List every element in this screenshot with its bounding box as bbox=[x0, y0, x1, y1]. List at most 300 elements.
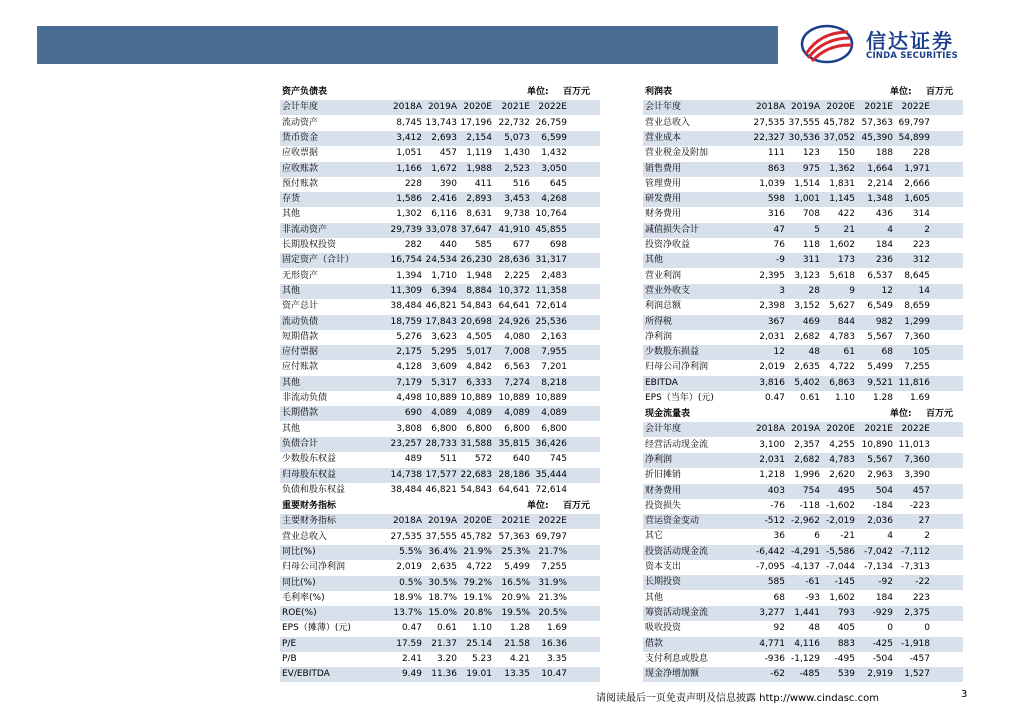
table-cell: 2,919 bbox=[867, 669, 893, 680]
table-row bbox=[280, 576, 600, 591]
table-cell: 539 bbox=[837, 669, 855, 680]
row-label: EV/EBITDA bbox=[282, 669, 330, 680]
column-header-year: 2022E bbox=[538, 516, 567, 527]
table-cell: -5,586 bbox=[825, 546, 855, 557]
table-cell: -118 bbox=[799, 500, 820, 511]
table-cell: 4,783 bbox=[829, 454, 855, 465]
table-cell: 27,535 bbox=[753, 117, 785, 128]
table-row bbox=[280, 238, 600, 253]
table-cell: -1,602 bbox=[825, 500, 855, 511]
table-cell: 45,782 bbox=[823, 117, 855, 128]
table-cell: 7,274 bbox=[504, 377, 530, 388]
table-cell: 1,166 bbox=[396, 163, 422, 174]
key-indicators-title: 重要财务指标 bbox=[282, 501, 337, 511]
cash-flow-unit-label: 单位: bbox=[890, 409, 912, 419]
table-cell: 316 bbox=[767, 209, 785, 220]
row-label: EPS（摊薄）(元) bbox=[282, 623, 351, 634]
table-cell: 1,831 bbox=[829, 178, 855, 189]
table-cell: 150 bbox=[837, 148, 855, 159]
table-cell: 1.28 bbox=[509, 623, 530, 634]
table-cell: 10,889 bbox=[498, 393, 530, 403]
row-label: 资本支出 bbox=[645, 562, 682, 572]
table-cell: 708 bbox=[802, 209, 820, 220]
table-cell: 883 bbox=[837, 638, 855, 649]
table-cell: 37,647 bbox=[460, 224, 492, 235]
column-header-year: 2021E bbox=[864, 102, 893, 113]
table-cell: 184 bbox=[875, 592, 893, 603]
table-cell: 367 bbox=[767, 316, 785, 327]
table-cell: 1,710 bbox=[431, 270, 457, 281]
table-cell: 64,641 bbox=[498, 484, 530, 495]
table-cell: -6,442 bbox=[755, 546, 785, 557]
table-cell: 511 bbox=[439, 454, 457, 465]
table-row bbox=[280, 360, 600, 375]
table-row bbox=[280, 391, 600, 406]
table-cell: 69,797 bbox=[535, 531, 567, 542]
table-cell: 2,523 bbox=[504, 163, 530, 174]
table-cell: 5,499 bbox=[867, 362, 893, 373]
table-row bbox=[280, 606, 600, 621]
table-cell: 5,627 bbox=[829, 301, 855, 312]
row-label: 无形资产 bbox=[282, 270, 319, 281]
table-cell: -425 bbox=[872, 638, 893, 649]
table-row bbox=[643, 253, 963, 268]
table-cell: 13,743 bbox=[425, 117, 457, 128]
table-cell: 2,019 bbox=[396, 562, 422, 573]
table-row bbox=[643, 376, 963, 391]
table-cell: 2,666 bbox=[904, 178, 930, 189]
table-cell: 0.47 bbox=[401, 623, 422, 634]
logo-chinese-text: 信达证券 bbox=[866, 29, 954, 53]
table-cell: 36 bbox=[773, 531, 785, 542]
table-row bbox=[280, 545, 600, 560]
table-cell: 31.9% bbox=[538, 577, 567, 588]
row-label: 现金净增加额 bbox=[645, 669, 700, 680]
table-cell: 79.2% bbox=[463, 577, 492, 588]
row-label: 毛利率(%) bbox=[282, 592, 325, 603]
table-cell: 92 bbox=[773, 623, 785, 634]
row-label: 资产总计 bbox=[282, 301, 319, 312]
table-row bbox=[643, 391, 963, 406]
table-cell: 61 bbox=[843, 347, 855, 358]
table-cell: -457 bbox=[909, 653, 930, 664]
table-cell: 0.61 bbox=[436, 623, 457, 634]
table-cell: 6 bbox=[814, 531, 820, 542]
column-header-label: 主要财务指标 bbox=[282, 516, 337, 527]
table-cell: 1.69 bbox=[909, 393, 930, 403]
header-banner bbox=[37, 26, 778, 64]
table-cell: 57,363 bbox=[498, 531, 530, 542]
table-cell: 5,618 bbox=[829, 270, 855, 281]
table-cell: 2,214 bbox=[867, 178, 893, 189]
table-cell: 2,682 bbox=[794, 454, 820, 465]
table-cell: 3,808 bbox=[396, 423, 422, 434]
row-label: P/B bbox=[282, 654, 297, 664]
table-row bbox=[280, 637, 600, 652]
table-row bbox=[643, 269, 963, 284]
table-cell: 23,257 bbox=[390, 438, 422, 449]
table-row bbox=[643, 116, 963, 131]
table-cell: 13.7% bbox=[393, 608, 422, 619]
table-cell: 3,152 bbox=[794, 301, 820, 312]
table-cell: 12 bbox=[773, 347, 785, 358]
table-cell: 24,534 bbox=[425, 255, 457, 266]
table-cell: -485 bbox=[799, 669, 820, 680]
table-row bbox=[280, 116, 600, 131]
table-cell: 6,563 bbox=[504, 362, 530, 373]
table-cell: 4,116 bbox=[794, 638, 820, 649]
table-cell: 3,123 bbox=[794, 270, 820, 281]
table-cell: 20.9% bbox=[501, 592, 530, 603]
table-cell: 1,348 bbox=[867, 194, 893, 205]
balance-sheet-title-row bbox=[280, 85, 600, 101]
table-cell: 7,955 bbox=[541, 347, 567, 358]
table-cell: 495 bbox=[837, 485, 855, 496]
table-row bbox=[643, 146, 963, 161]
table-cell: 5,499 bbox=[504, 562, 530, 573]
table-cell: -7,044 bbox=[825, 562, 855, 572]
table-cell: 598 bbox=[767, 194, 785, 205]
row-label: EPS（当年）(元) bbox=[645, 393, 714, 403]
table-cell: 1,218 bbox=[759, 470, 785, 481]
table-cell: 585 bbox=[474, 240, 492, 250]
table-cell: 1,001 bbox=[794, 194, 820, 205]
table-cell: 19.01 bbox=[466, 669, 492, 680]
table-cell: -7,134 bbox=[863, 562, 893, 572]
table-cell: 2,693 bbox=[431, 132, 457, 143]
table-cell: 3,609 bbox=[431, 362, 457, 373]
table-cell: 1,586 bbox=[396, 194, 422, 205]
table-row bbox=[280, 621, 600, 636]
table-cell: 1,672 bbox=[431, 163, 457, 174]
table-cell: 19.1% bbox=[463, 592, 492, 603]
column-header-year: 2019A bbox=[790, 424, 820, 435]
table-row bbox=[280, 192, 600, 207]
table-cell: 282 bbox=[404, 240, 422, 250]
table-row bbox=[643, 284, 963, 299]
table-cell: 793 bbox=[837, 607, 855, 618]
row-label: 折旧摊销 bbox=[645, 470, 682, 481]
table-cell: 72,614 bbox=[535, 301, 567, 312]
table-cell: 57,363 bbox=[861, 117, 893, 128]
table-cell: 2,483 bbox=[541, 270, 567, 281]
table-cell: 390 bbox=[439, 178, 457, 189]
table-cell: 8,745 bbox=[396, 117, 422, 128]
table-row bbox=[643, 667, 963, 682]
table-cell: -9 bbox=[776, 255, 785, 266]
table-cell: 37,052 bbox=[823, 132, 855, 143]
table-cell: 25,536 bbox=[535, 316, 567, 327]
table-cell: 7,255 bbox=[541, 562, 567, 573]
table-cell: 105 bbox=[912, 347, 930, 358]
table-cell: 690 bbox=[404, 408, 422, 419]
table-cell: 4,722 bbox=[829, 362, 855, 373]
table-cell: 33,078 bbox=[425, 224, 457, 235]
cinda-logo-icon bbox=[800, 24, 854, 64]
table-cell: 54,843 bbox=[460, 484, 492, 495]
table-cell: -7,112 bbox=[900, 546, 930, 557]
table-row bbox=[643, 575, 963, 590]
table-cell: 4,089 bbox=[541, 408, 567, 419]
table-row bbox=[643, 238, 963, 253]
footer-disclaimer: 请阅读最后一页免责声明及信息披露 http://www.cindasc.com bbox=[596, 693, 879, 704]
table-row bbox=[643, 177, 963, 192]
table-cell: 2,175 bbox=[396, 347, 422, 358]
table-cell: 4,498 bbox=[396, 393, 422, 403]
table-cell: 5,402 bbox=[794, 377, 820, 388]
table-row bbox=[280, 437, 600, 452]
row-label: 长期投资 bbox=[645, 577, 682, 588]
table-cell: 4,771 bbox=[759, 638, 785, 649]
row-label: 应付票据 bbox=[282, 347, 319, 358]
row-label: 财务费用 bbox=[645, 485, 682, 496]
row-label: 管理费用 bbox=[645, 178, 682, 189]
table-row bbox=[280, 299, 600, 314]
row-label: 预付账款 bbox=[282, 178, 319, 189]
table-cell: 0.61 bbox=[799, 393, 820, 403]
table-cell: 6,800 bbox=[504, 423, 530, 434]
row-label: 营业税金及附加 bbox=[645, 148, 709, 159]
table-cell: -61 bbox=[805, 577, 820, 588]
table-cell: 35,444 bbox=[535, 469, 567, 480]
table-cell: 7,201 bbox=[541, 362, 567, 373]
table-cell: -4,291 bbox=[790, 546, 820, 557]
income-statement-title: 利润表 bbox=[645, 87, 673, 97]
row-label: 其他 bbox=[282, 209, 301, 220]
table-cell: -7,313 bbox=[900, 562, 930, 572]
row-label: 其他 bbox=[282, 377, 301, 388]
table-cell: 184 bbox=[875, 240, 893, 250]
table-cell: 10,889 bbox=[425, 393, 457, 403]
table-cell: -223 bbox=[909, 500, 930, 511]
row-label: 筹资活动现金流 bbox=[645, 607, 709, 618]
table-row bbox=[643, 484, 963, 499]
row-label: ROE(%) bbox=[282, 608, 317, 619]
table-row bbox=[280, 652, 600, 667]
table-cell: 6,537 bbox=[867, 270, 893, 281]
table-cell: -936 bbox=[764, 653, 785, 664]
table-cell: 457 bbox=[912, 485, 930, 496]
row-label: 其它 bbox=[645, 531, 664, 542]
balance-sheet-title: 资产负债表 bbox=[282, 87, 328, 97]
table-cell: 6,116 bbox=[431, 209, 457, 220]
table-cell: 4,842 bbox=[466, 362, 492, 373]
table-cell: 30,536 bbox=[788, 132, 820, 143]
table-row bbox=[643, 162, 963, 177]
income-statement-unit-label: 单位: bbox=[890, 87, 912, 97]
row-label: 应收票据 bbox=[282, 148, 319, 159]
table-row bbox=[280, 345, 600, 360]
table-cell: 489 bbox=[404, 454, 422, 465]
table-cell: 47 bbox=[773, 224, 785, 235]
table-cell: 69,797 bbox=[898, 117, 930, 128]
table-cell: 10,372 bbox=[498, 285, 530, 296]
table-cell: 173 bbox=[837, 255, 855, 266]
table-cell: 436 bbox=[875, 209, 893, 220]
table-cell: 36,426 bbox=[535, 438, 567, 449]
table-row bbox=[643, 345, 963, 360]
table-row bbox=[643, 207, 963, 222]
table-cell: 2,395 bbox=[759, 270, 785, 281]
row-label: 营业外收支 bbox=[645, 285, 691, 296]
table-cell: 3.20 bbox=[436, 654, 457, 664]
column-header-year: 2018A bbox=[755, 424, 785, 435]
table-row bbox=[280, 330, 600, 345]
row-label: 负债合计 bbox=[282, 438, 319, 449]
table-cell: 1,430 bbox=[504, 148, 530, 159]
table-cell: -1,918 bbox=[900, 638, 930, 649]
table-cell: 863 bbox=[767, 163, 785, 174]
table-cell: 15.0% bbox=[428, 608, 457, 619]
table-cell: 11,358 bbox=[535, 285, 567, 296]
table-cell: 228 bbox=[912, 148, 930, 159]
row-label: 短期借款 bbox=[282, 331, 319, 342]
table-cell: 45,855 bbox=[535, 224, 567, 235]
table-row bbox=[643, 360, 963, 375]
table-cell: -93 bbox=[805, 592, 820, 603]
table-cell: 7,179 bbox=[396, 377, 422, 388]
table-cell: 30.5% bbox=[428, 577, 457, 588]
row-label: 投资活动现金流 bbox=[645, 546, 709, 557]
table-row bbox=[643, 468, 963, 483]
table-cell: 645 bbox=[549, 178, 567, 189]
table-cell: 4,089 bbox=[431, 408, 457, 419]
table-cell: 5.5% bbox=[399, 546, 422, 557]
table-cell: 698 bbox=[549, 240, 567, 250]
table-cell: 2 bbox=[924, 224, 930, 235]
row-label: 营业成本 bbox=[645, 132, 682, 143]
table-cell: 4,128 bbox=[396, 362, 422, 373]
row-label: 归母股东权益 bbox=[282, 469, 337, 480]
table-cell: -2,962 bbox=[790, 516, 820, 527]
table-cell: 3,816 bbox=[759, 377, 785, 388]
table-row bbox=[643, 438, 963, 453]
table-cell: 2,163 bbox=[541, 331, 567, 342]
table-cell: 6,333 bbox=[466, 377, 492, 388]
table-cell: 29,739 bbox=[390, 224, 422, 235]
table-cell: 411 bbox=[474, 178, 492, 189]
table-cell: 640 bbox=[512, 454, 530, 465]
table-cell: -7,095 bbox=[755, 562, 785, 572]
row-label: 减值损失合计 bbox=[645, 224, 700, 235]
table-cell: 16,754 bbox=[390, 255, 422, 266]
table-cell: 17.59 bbox=[396, 638, 422, 649]
table-cell: 677 bbox=[512, 240, 530, 250]
cash-flow-unit-value: 百万元 bbox=[926, 409, 954, 419]
table-cell: 8,218 bbox=[541, 377, 567, 388]
table-cell: 10,889 bbox=[460, 393, 492, 403]
table-cell: 2,357 bbox=[794, 439, 820, 450]
table-cell: 20,698 bbox=[460, 316, 492, 327]
table-row bbox=[280, 468, 600, 483]
table-cell: 45,390 bbox=[861, 132, 893, 143]
table-row bbox=[280, 315, 600, 330]
table-cell: 28 bbox=[808, 285, 820, 296]
key-indicators-header-row bbox=[280, 514, 600, 529]
table-cell: 1,145 bbox=[829, 194, 855, 205]
table-row bbox=[643, 499, 963, 514]
table-cell: 2,635 bbox=[794, 362, 820, 373]
table-cell: 21 bbox=[843, 224, 855, 235]
table-cell: 3,623 bbox=[431, 331, 457, 342]
table-row bbox=[643, 131, 963, 146]
table-cell: 16.5% bbox=[501, 577, 530, 588]
table-row bbox=[643, 192, 963, 207]
row-label: 归母公司净利润 bbox=[645, 362, 709, 373]
table-row bbox=[280, 530, 600, 545]
table-cell: 6,800 bbox=[466, 423, 492, 434]
income-statement-unit-value: 百万元 bbox=[926, 87, 954, 97]
table-cell: 20.5% bbox=[538, 608, 567, 619]
table-row bbox=[280, 284, 600, 299]
table-cell: 111 bbox=[767, 148, 785, 159]
table-cell: 54,843 bbox=[460, 301, 492, 312]
table-cell: -2,019 bbox=[825, 516, 855, 527]
table-cell: 405 bbox=[837, 623, 855, 634]
table-cell: 3,277 bbox=[759, 607, 785, 618]
table-row bbox=[280, 177, 600, 192]
table-cell: 5 bbox=[814, 224, 820, 235]
table-cell: 2,031 bbox=[759, 331, 785, 342]
table-cell: 1,948 bbox=[466, 270, 492, 281]
income-statement-header-row bbox=[643, 100, 963, 115]
row-label: 投资净收益 bbox=[645, 240, 691, 250]
table-cell: 314 bbox=[912, 209, 930, 220]
table-cell: -7,042 bbox=[863, 546, 893, 557]
row-label: 支付利息或股息 bbox=[645, 653, 709, 664]
row-label: 负债和股东权益 bbox=[282, 484, 346, 495]
row-label: 固定资产（合计） bbox=[282, 255, 355, 266]
column-header-label: 会计年度 bbox=[645, 102, 682, 113]
table-cell: 64,641 bbox=[498, 301, 530, 312]
table-cell: 6,800 bbox=[541, 423, 567, 434]
table-cell: 1,988 bbox=[466, 163, 492, 174]
table-cell: 26,759 bbox=[535, 117, 567, 128]
table-cell: 1,051 bbox=[396, 148, 422, 159]
table-cell: -512 bbox=[764, 516, 785, 527]
table-cell: 975 bbox=[802, 163, 820, 174]
table-cell: 188 bbox=[875, 148, 893, 159]
table-cell: 516 bbox=[512, 178, 530, 189]
table-cell: 1,432 bbox=[541, 148, 567, 159]
table-cell: 10.47 bbox=[541, 669, 567, 680]
table-cell: 6,800 bbox=[431, 423, 457, 434]
table-cell: 18,759 bbox=[390, 316, 422, 327]
cinda-logo bbox=[800, 22, 980, 66]
table-cell: 311 bbox=[802, 255, 820, 266]
table-cell: 504 bbox=[875, 485, 893, 496]
column-header-year: 2020E bbox=[826, 102, 855, 113]
table-cell: 45,782 bbox=[460, 531, 492, 542]
table-cell: 7,360 bbox=[904, 454, 930, 465]
table-cell: 26,230 bbox=[460, 255, 492, 266]
table-cell: 10,764 bbox=[535, 209, 567, 220]
table-row bbox=[643, 621, 963, 636]
table-cell: 8,659 bbox=[904, 301, 930, 312]
table-row bbox=[280, 253, 600, 268]
row-label: 少数股东损益 bbox=[645, 347, 700, 358]
table-row bbox=[643, 529, 963, 544]
column-header-year: 2021E bbox=[501, 102, 530, 113]
table-cell: 3.35 bbox=[546, 654, 567, 664]
table-cell: 17,577 bbox=[425, 469, 457, 480]
table-cell: 2,036 bbox=[867, 516, 893, 527]
table-cell: 27,535 bbox=[390, 531, 422, 542]
table-cell: 20.8% bbox=[463, 608, 492, 619]
column-header-year: 2021E bbox=[864, 424, 893, 435]
table-cell: 48 bbox=[808, 347, 820, 358]
table-cell: 37,555 bbox=[788, 117, 820, 128]
